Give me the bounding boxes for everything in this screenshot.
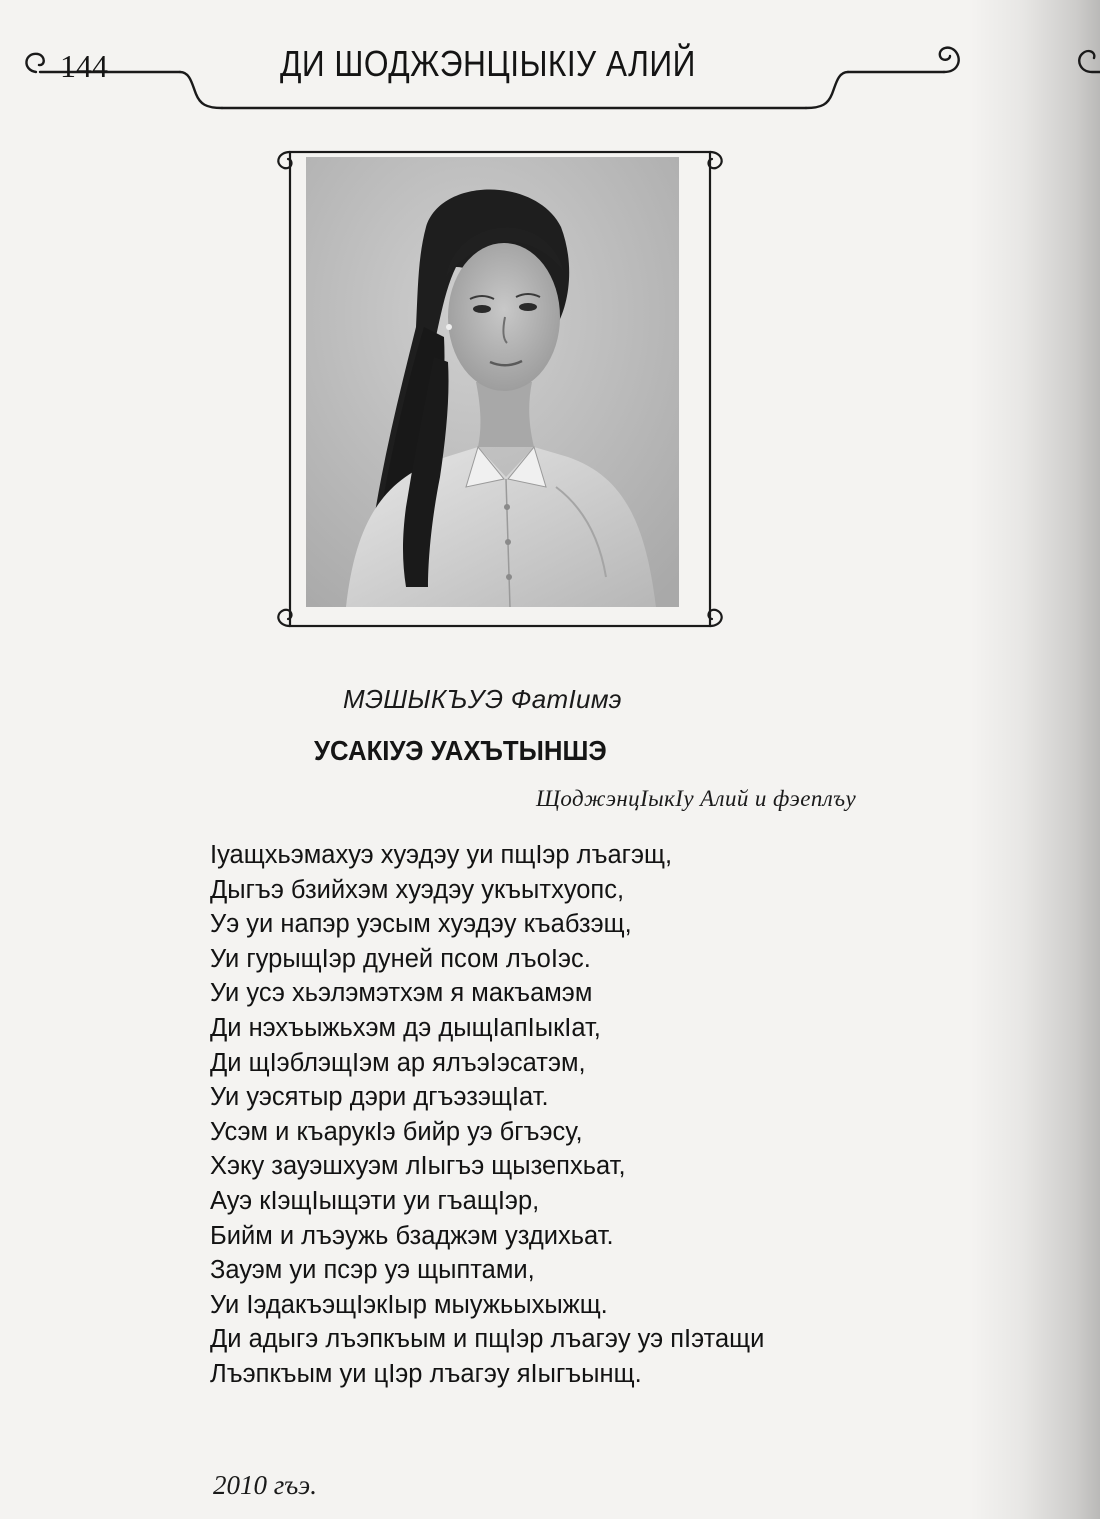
poem-line: Ди щIэблэщIэм ар ялъэIэсатэм, <box>210 1048 586 1077</box>
poem-line: Хэку зауэшхуэм лIыгъэ щызепхьат, <box>210 1152 626 1181</box>
poem-dedication: ЩоджэнцIыкIу Алий и фэеплъу <box>536 786 857 811</box>
running-title: ДИ ШОДЖЭНЦIЫКIУ АЛИЙ <box>280 43 696 84</box>
poem-line: Ди нэхъыжьхэм дэ дыщIапIыкIат, <box>210 1013 601 1042</box>
page-spine-shadow <box>970 0 1100 1519</box>
poem-line: Лъэпкъым уи цIэр лъагэу яIыгъынщ. <box>210 1359 642 1388</box>
poem-body <box>210 838 930 1392</box>
poem-line: Уи уэсятыр дэри дгъэзэщIат. <box>210 1083 549 1112</box>
poem-line: Бийм и лъэужь бзаджэм уздихьат. <box>210 1221 614 1250</box>
portrait-photo <box>306 157 679 607</box>
poem-line: Зауэм уи псэр уэ щыптами, <box>210 1256 535 1285</box>
poem-line: Уи гурыщIэр дуней псом лъоIэс. <box>210 944 591 973</box>
poem-line: Ауэ кIэщIыщэти уи гъащIэр, <box>210 1186 540 1215</box>
page-number: 144 <box>60 48 108 84</box>
poem-line: Уи усэ хьэлэмэтхэм я макъамэм <box>210 979 593 1008</box>
poem-line: Уи IэдакъэщIэкIыр мыужьыхыжщ. <box>210 1290 608 1319</box>
poem-line: Усэм и къарукIэ бийр уэ бгъэсу, <box>210 1117 583 1146</box>
poem-line: Уэ уи напэр уэсым хуэдэу къабзэщ, <box>210 910 632 939</box>
show-through-text <box>740 140 800 150</box>
poem-line: Дыгъэ бзийхэм хуэдэу укъытхуопс, <box>210 875 625 904</box>
poem-line: Ди адыгэ лъэпкъым и пщIэр лъагэу уэ пIэтащи <box>210 1325 765 1354</box>
poem-date: 2010 гъэ. <box>213 1470 317 1500</box>
photo-caption: МЭШЫКЪУЭ ФатIимэ <box>343 684 622 714</box>
poem-line: Iуащхьэмахуэ хуэдэу уи пщIэр лъагэщ, <box>210 841 673 869</box>
poem-title: УСАКIУЭ УАХЪТЫНШЭ <box>314 735 607 766</box>
